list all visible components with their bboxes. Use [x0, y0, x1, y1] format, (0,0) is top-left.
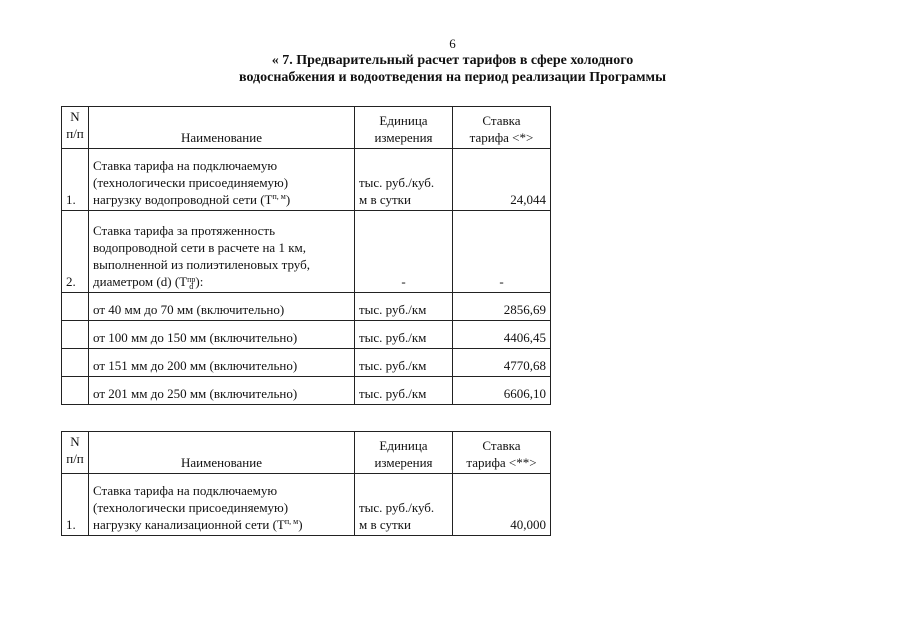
row-name-line3: выполненной из полиэтиленовых труб, [93, 257, 310, 272]
row-name-line1: Ставка тарифа на подключаемую [93, 483, 278, 498]
table-header-row [62, 432, 551, 474]
row-rate: 2856,69 [453, 293, 551, 321]
header-unit [355, 432, 453, 474]
table-row [62, 293, 551, 321]
row-name: от 151 мм до 200 мм (включительно) [89, 349, 355, 377]
row-rate: 24,044 [453, 149, 551, 211]
row-name-text: нагрузку канализационной сети (Т [93, 517, 285, 532]
row-unit: тыс. руб./км [355, 321, 453, 349]
row-name-line2: (технологически присоединяемую) [93, 175, 289, 190]
header-name: Наименование [89, 432, 355, 474]
row-name-line1: Ставка тарифа на подключаемую [93, 158, 278, 173]
header-unit-line2: измерения [374, 455, 433, 470]
row-rate: 4770,68 [453, 349, 551, 377]
row-name-line4 [93, 273, 350, 290]
row-unit-line1: тыс. руб./куб. [359, 500, 435, 515]
header-rate-line2: тарифа <**> [466, 455, 537, 470]
row-name-text: диаметром (d) (Т [93, 274, 188, 289]
header-unit [355, 107, 453, 149]
row-name-line2: водопроводной сети в расчете на 1 км, [93, 240, 306, 255]
row-unit: тыс. руб./км [355, 293, 453, 321]
table-row [62, 211, 551, 293]
table-row [62, 377, 551, 405]
row-name-line3 [93, 191, 350, 208]
row-number [62, 293, 89, 321]
symbol-superscript: п, м [284, 517, 299, 526]
row-number: 2. [62, 211, 89, 293]
header-rate [453, 107, 551, 149]
row-unit [355, 149, 453, 211]
heading-line-2: водоснабжения и водоотведения на период реализации Программы [238, 70, 667, 85]
table-header-row [62, 107, 551, 149]
wastewater-tariff-table [61, 431, 551, 536]
header-number [62, 107, 89, 149]
page-number: 6 [449, 36, 456, 51]
symbol-superscript: пр [187, 275, 196, 284]
row-name-line1: Ставка тарифа за протяженность [93, 223, 276, 238]
row-name-close: ): [195, 274, 204, 289]
row-name-close: ) [285, 192, 291, 207]
section-heading [0, 52, 905, 86]
row-name [89, 474, 355, 536]
header-unit-line1: Единица [379, 438, 428, 453]
row-name-line3 [93, 516, 350, 533]
row-rate: - [453, 211, 551, 293]
row-number [62, 377, 89, 405]
row-name: от 40 мм до 70 мм (включительно) [89, 293, 355, 321]
row-name: от 100 мм до 150 мм (включительно) [89, 321, 355, 349]
row-name [89, 149, 355, 211]
header-unit-line1: Единица [379, 113, 428, 128]
row-unit-line1: тыс. руб./куб. [359, 175, 435, 190]
row-unit: - [355, 211, 453, 293]
header-number-line2: п/п [66, 126, 84, 141]
row-unit-line2: м в сутки [359, 517, 411, 532]
header-number-line1: N [70, 434, 80, 449]
row-unit [355, 474, 453, 536]
header-number-line1: N [70, 109, 80, 124]
row-unit: тыс. руб./км [355, 377, 453, 405]
row-rate: 40,000 [453, 474, 551, 536]
row-name [89, 211, 355, 293]
row-name-line2: (технологически присоединяемую) [93, 500, 289, 515]
row-name: от 201 мм до 250 мм (включительно) [89, 377, 355, 405]
table-row [62, 349, 551, 377]
row-number: 1. [62, 474, 89, 536]
row-rate: 4406,45 [453, 321, 551, 349]
header-rate-line2: тарифа <*> [469, 130, 534, 145]
row-name-text: нагрузку водопроводной сети (Т [93, 192, 273, 207]
row-number [62, 349, 89, 377]
row-unit-line2: м в сутки [359, 192, 411, 207]
row-number [62, 321, 89, 349]
header-rate [453, 432, 551, 474]
header-unit-line2: измерения [374, 130, 433, 145]
header-rate-line1: Ставка [482, 113, 521, 128]
row-number: 1. [62, 149, 89, 211]
header-number [62, 432, 89, 474]
header-rate-line1: Ставка [482, 438, 521, 453]
header-name: Наименование [89, 107, 355, 149]
table-row [62, 149, 551, 211]
row-unit: тыс. руб./км [355, 349, 453, 377]
row-name-close: ) [298, 517, 303, 532]
table-row [62, 474, 551, 536]
symbol-superscript: п, м [272, 192, 286, 201]
water-supply-tariff-table [61, 106, 551, 405]
header-number-line2: п/п [66, 451, 84, 466]
heading-line-1: « 7. Предварительный расчет тарифов в сфере холодного [271, 53, 634, 68]
symbol-subscript: d [189, 282, 194, 291]
table-row [62, 321, 551, 349]
row-rate: 6606,10 [453, 377, 551, 405]
